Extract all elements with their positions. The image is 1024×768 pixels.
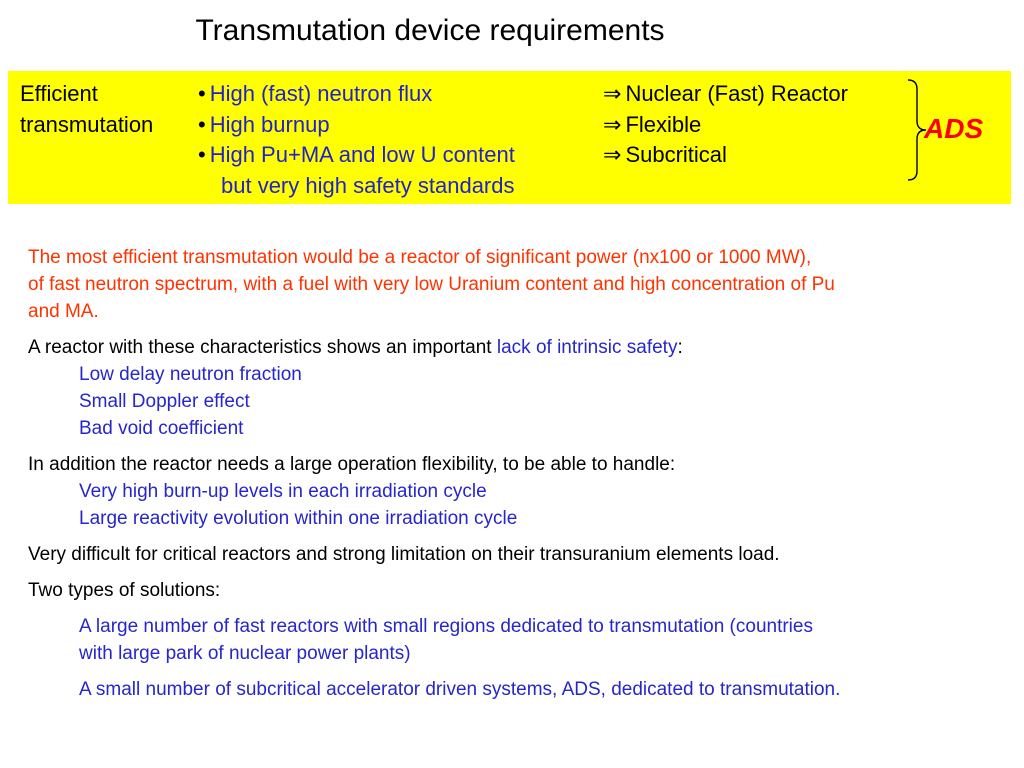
safety-paragraph <box>28 334 1008 442</box>
slide-title: Transmutation device requirements <box>195 14 665 47</box>
result-text: Subcritical <box>625 142 727 167</box>
safety-suffix: : <box>677 337 683 358</box>
safety-item: Bad void coefficient <box>79 418 244 439</box>
intro-line: of fast neutron spectrum, with a fuel with very low Uranium content and high concentration of Pu <box>28 274 835 295</box>
bullet-text: High (fast) neutron flux <box>209 81 433 106</box>
bullet-icon: • <box>198 111 206 137</box>
bullet-item <box>198 140 515 171</box>
flexibility-text: In addition the reactor needs a large operation flexibility, to be able to handle: <box>28 454 676 475</box>
result-item <box>603 140 848 171</box>
solution-item <box>28 613 1008 667</box>
solution-item: A small number of subcritical accelerator driven systems, ADS, dedicated to transmutation. <box>79 679 841 700</box>
bullet-icon: • <box>198 81 206 106</box>
result-item <box>603 79 848 110</box>
implies-arrow-icon: ⇒ <box>603 81 622 106</box>
flexibility-item: Large reactivity evolution within one irradiation cycle <box>79 508 518 529</box>
intro-line: The most efficient transmutation would be a reactor of significant power (nx100 or 1000 MW), <box>28 247 812 268</box>
solutions-title: Two types of solutions: <box>28 580 221 601</box>
bullet-item <box>198 79 515 110</box>
slide-body <box>28 244 1008 712</box>
result-item <box>603 110 848 141</box>
difficulty-paragraph: Very difficult for critical reactors and strong limitation on their transuranium elements load. <box>28 544 780 565</box>
safety-highlight: lack of intrinsic safety <box>496 337 678 358</box>
intro-paragraph <box>28 244 1008 325</box>
safety-prefix: A reactor with these characteristics shows an important <box>28 337 497 358</box>
bullet-continuation: but very high safety standards <box>221 172 515 198</box>
solution-line: A large number of fast reactors with small regions dedicated to transmutation (countries <box>79 616 813 637</box>
implies-arrow-icon: ⇒ <box>603 142 622 167</box>
bullet-item <box>198 110 515 141</box>
requirements-results <box>603 79 848 171</box>
solution-line: with large park of nuclear power plants) <box>79 643 411 664</box>
flexibility-item: Very high burn-up levels in each irradiation cycle <box>79 481 487 502</box>
bullet-icon: • <box>198 142 206 167</box>
requirements-label <box>20 79 153 140</box>
requirements-box <box>8 71 1011 204</box>
safety-item: Small Doppler effect <box>79 391 250 412</box>
flexibility-paragraph <box>28 451 1008 532</box>
bullet-text: High Pu+MA and low U content <box>209 142 515 167</box>
result-text: Nuclear (Fast) Reactor <box>625 81 848 106</box>
label-line-2: transmutation <box>20 111 154 137</box>
bullet-text: High burnup <box>209 111 330 137</box>
intro-line: and MA. <box>28 301 99 322</box>
requirements-bullets <box>198 79 515 201</box>
ads-label: ADS <box>924 113 984 144</box>
safety-line <box>28 334 1008 361</box>
implies-arrow-icon: ⇒ <box>603 111 622 137</box>
safety-item: Low delay neutron fraction <box>79 364 302 385</box>
result-text: Flexible <box>625 111 702 137</box>
label-line-1: Efficient <box>20 81 98 106</box>
